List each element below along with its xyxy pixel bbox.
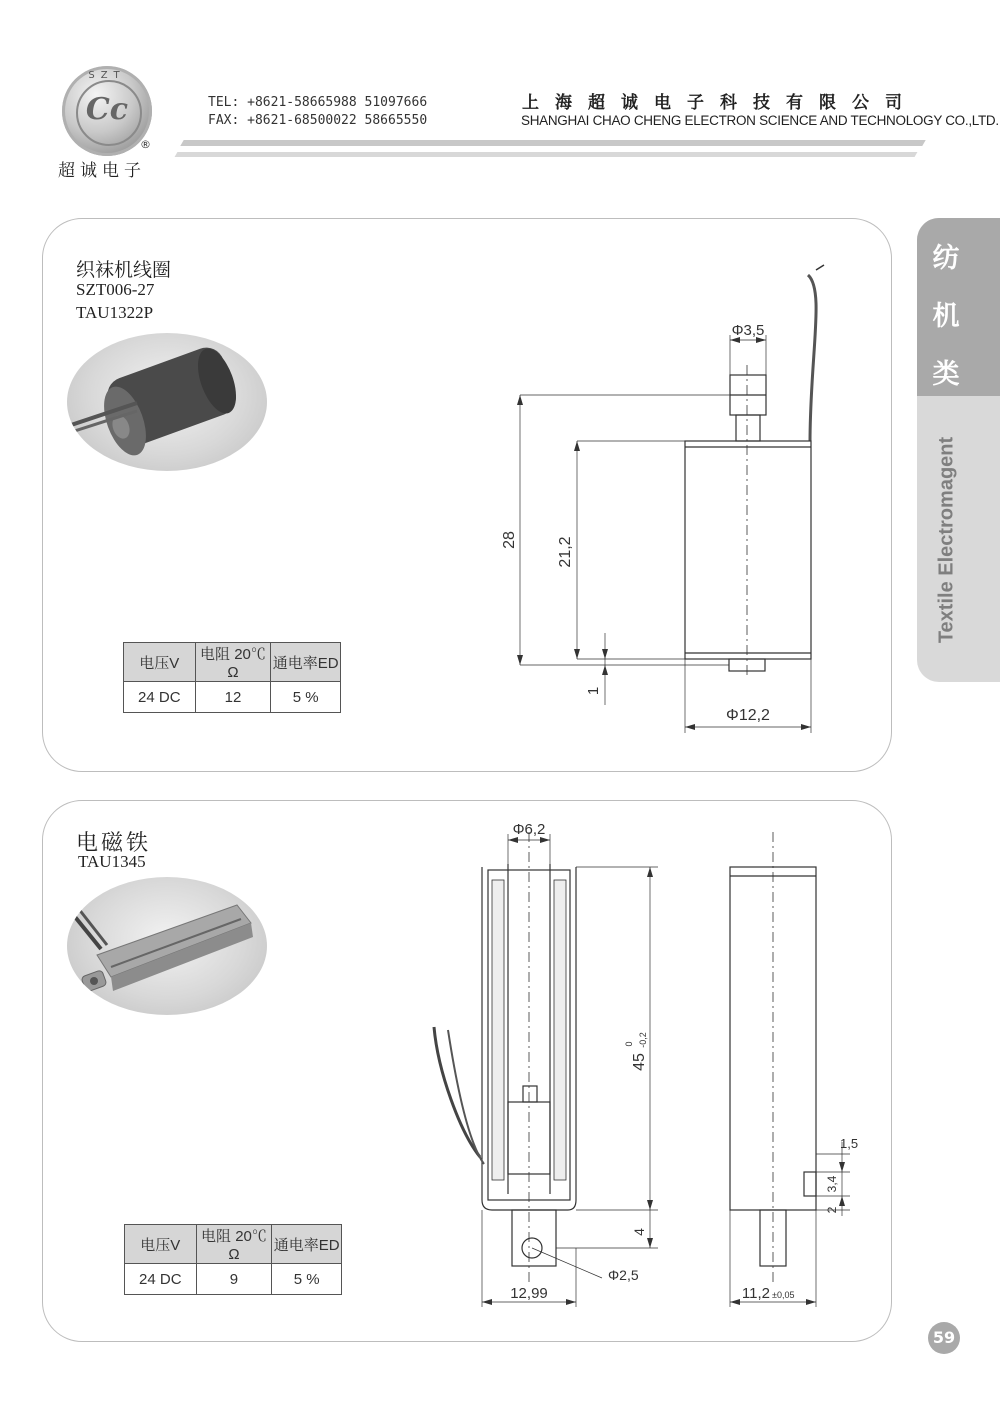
spec-header-duty: 通电率ED (271, 643, 341, 682)
product-2-title: 电磁铁 (76, 831, 152, 856)
header-rule-2 (175, 152, 918, 157)
spec-resistance: 12 (195, 682, 271, 713)
spec-resistance: 9 (196, 1264, 272, 1295)
dim-d-small: Φ3,5 (731, 322, 765, 339)
company-name-cn: 上海超诚电子科技有限公司 (522, 93, 918, 113)
product-1-title: 织袜机线圈 (76, 259, 172, 281)
spec-duty: 5 % (271, 682, 341, 713)
coil-body (685, 441, 811, 659)
top-neck (736, 415, 760, 441)
product-2-photo (67, 877, 267, 1015)
spec-voltage: 24 DC (124, 682, 196, 713)
dim-length-tol-top: 0 (624, 1041, 634, 1047)
spec-header-voltage: 电压V (124, 643, 196, 682)
product-1-photo (67, 333, 267, 471)
dim-length-tol-bot: -0,2 (638, 1032, 648, 1048)
dim-slot-mid: 2 (825, 1206, 839, 1214)
wire-1 (434, 1027, 480, 1157)
dim-body: 21,2 (557, 536, 574, 568)
header-rule-1 (180, 140, 925, 146)
dim-d-body: Φ12,2 (726, 707, 770, 724)
spec-header-resistance: 电阻 20℃ Ω (196, 1225, 272, 1264)
tel-line: TEL: +8621-58665988 51097666 (208, 95, 428, 110)
coil-right (554, 880, 566, 1180)
fax-line: FAX: +8621-68500022 58665550 (208, 113, 428, 128)
company-logo (62, 66, 152, 156)
product-1-drawing (480, 255, 860, 745)
dim-depth-tol: ±0,05 (772, 1290, 795, 1300)
product-1-model-2: TAU1322P (76, 303, 154, 322)
dim-gap: 1 (585, 686, 602, 696)
product-2-model-1: TAU1345 (78, 852, 146, 871)
side-char-1: 纺 (932, 243, 960, 274)
dim-tab: 4 (631, 1228, 647, 1236)
dim-d-plunger: Φ6,2 (512, 821, 546, 838)
dim-hole: Φ2,5 (608, 1267, 639, 1283)
side-char-3: 类 (932, 359, 960, 390)
dim-depth: 11,2 (741, 1285, 770, 1302)
spec-header-duty: 通电率ED (272, 1225, 342, 1264)
side-char-2: 机 (932, 301, 960, 332)
dim-height: 28 (501, 531, 518, 549)
logo-monogram: Cc (85, 92, 129, 127)
page-number: 59 (928, 1322, 960, 1354)
spec-header-resistance: 电阻 20℃ Ω (195, 643, 271, 682)
logo-text: 超诚电子 (58, 161, 146, 181)
coil-left (492, 880, 504, 1180)
product-1-model-1: SZT006-27 (76, 280, 155, 299)
dim-slot-bot: 3,4 (825, 1175, 839, 1193)
registered-mark: ® (140, 138, 151, 151)
spec-voltage: 24 DC (125, 1264, 197, 1295)
logo-arc-text: SZT (88, 70, 126, 81)
company-name-en: SHANGHAI CHAO CHENG ELECTRON SCIENCE AND TECHNOLOGY CO.,LTD. (521, 113, 999, 128)
dim-slot-top: 1,5 (840, 1136, 859, 1151)
spec-header-voltage: 电压V (125, 1225, 197, 1264)
side-slot (804, 1172, 816, 1196)
spec-duty: 5 % (272, 1264, 342, 1295)
side-tab-english: Textile Electromagent (935, 436, 958, 644)
product-2-spec-table (124, 1224, 342, 1295)
wire-2 (448, 1030, 484, 1164)
lead-wire (808, 275, 816, 443)
dim-length: 45 (631, 1053, 648, 1071)
product-2-drawing (420, 812, 880, 1312)
product-1-spec-table (123, 642, 341, 713)
dim-width: 12,99 (510, 1285, 548, 1302)
